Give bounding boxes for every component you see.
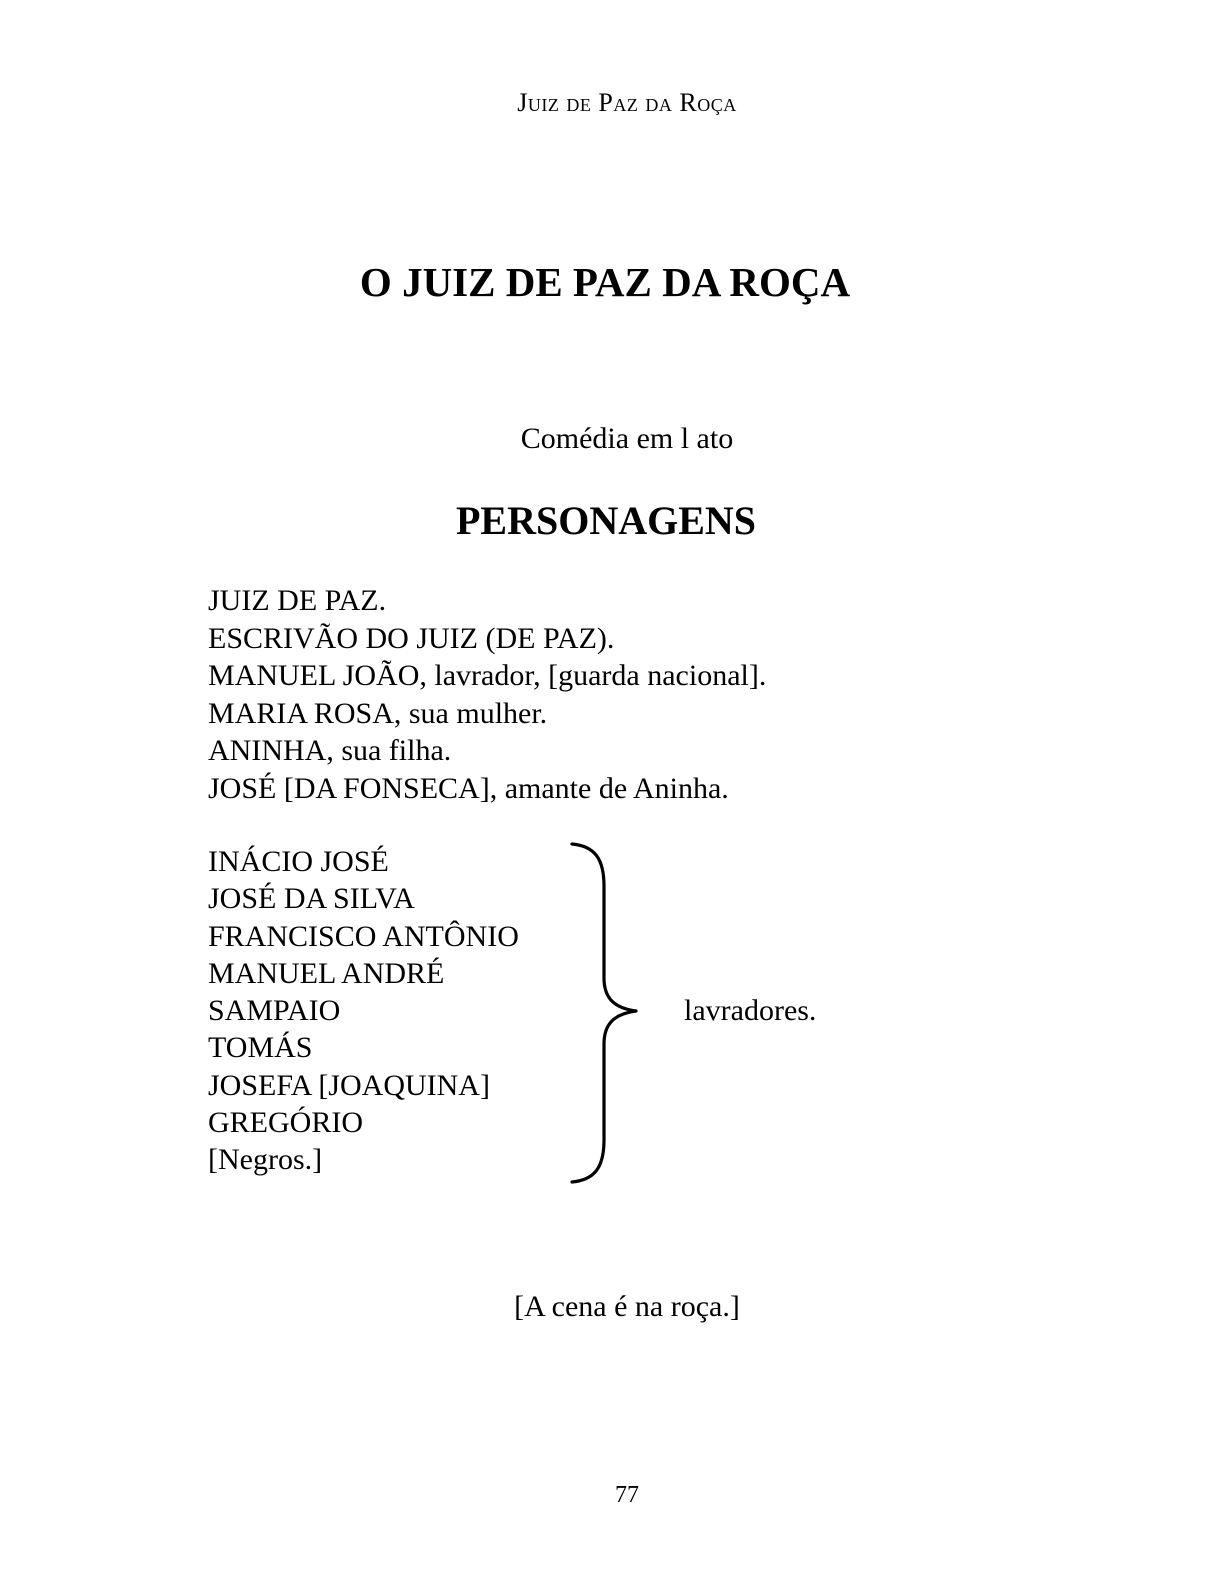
group-member: SAMPAIO [208, 994, 341, 1028]
curly-brace [566, 842, 646, 1184]
farmer-group-list [208, 843, 519, 1179]
group-member: TOMÁS [208, 1031, 313, 1065]
character-item: ESCRIVÃO DO JUIZ (DE PAZ). [208, 621, 615, 655]
character-item: JUIZ DE PAZ. [208, 584, 387, 617]
group-member: INÁCIO JOSÉ [208, 845, 389, 878]
character-item: ANINHA, sua filha. [208, 734, 452, 767]
group-member: MANUEL ANDRÉ [208, 956, 445, 990]
character-item: MARIA ROSA, sua mulher. [208, 696, 548, 730]
group-member: JOSEFA [JOAQUINA] [208, 1068, 490, 1102]
group-label: lavradores. [684, 994, 817, 1027]
character-item: MANUEL JOÃO, lavrador, [guarda nacional]. [208, 659, 767, 692]
page-number: 77 [615, 1482, 639, 1508]
character-list [208, 582, 766, 807]
group-member: GREGÓRIO [208, 1106, 363, 1140]
group-member: JOSÉ DA SILVA [208, 882, 415, 916]
running-header: Juiz de Paz da Roça [517, 88, 737, 117]
character-item: JOSÉ [DA FONSECA], amante de Aninha. [208, 771, 729, 805]
characters-heading: PERSONAGENS [455, 498, 757, 543]
group-member: FRANCISCO ANTÔNIO [208, 919, 519, 953]
scene-note: [A cena é na roça.] [514, 1290, 740, 1323]
group-member: [Negros.] [208, 1143, 323, 1177]
play-title: O JUIZ DE PAZ DA ROÇA [359, 259, 851, 305]
play-subtitle: Comédia em l ato [520, 422, 734, 455]
